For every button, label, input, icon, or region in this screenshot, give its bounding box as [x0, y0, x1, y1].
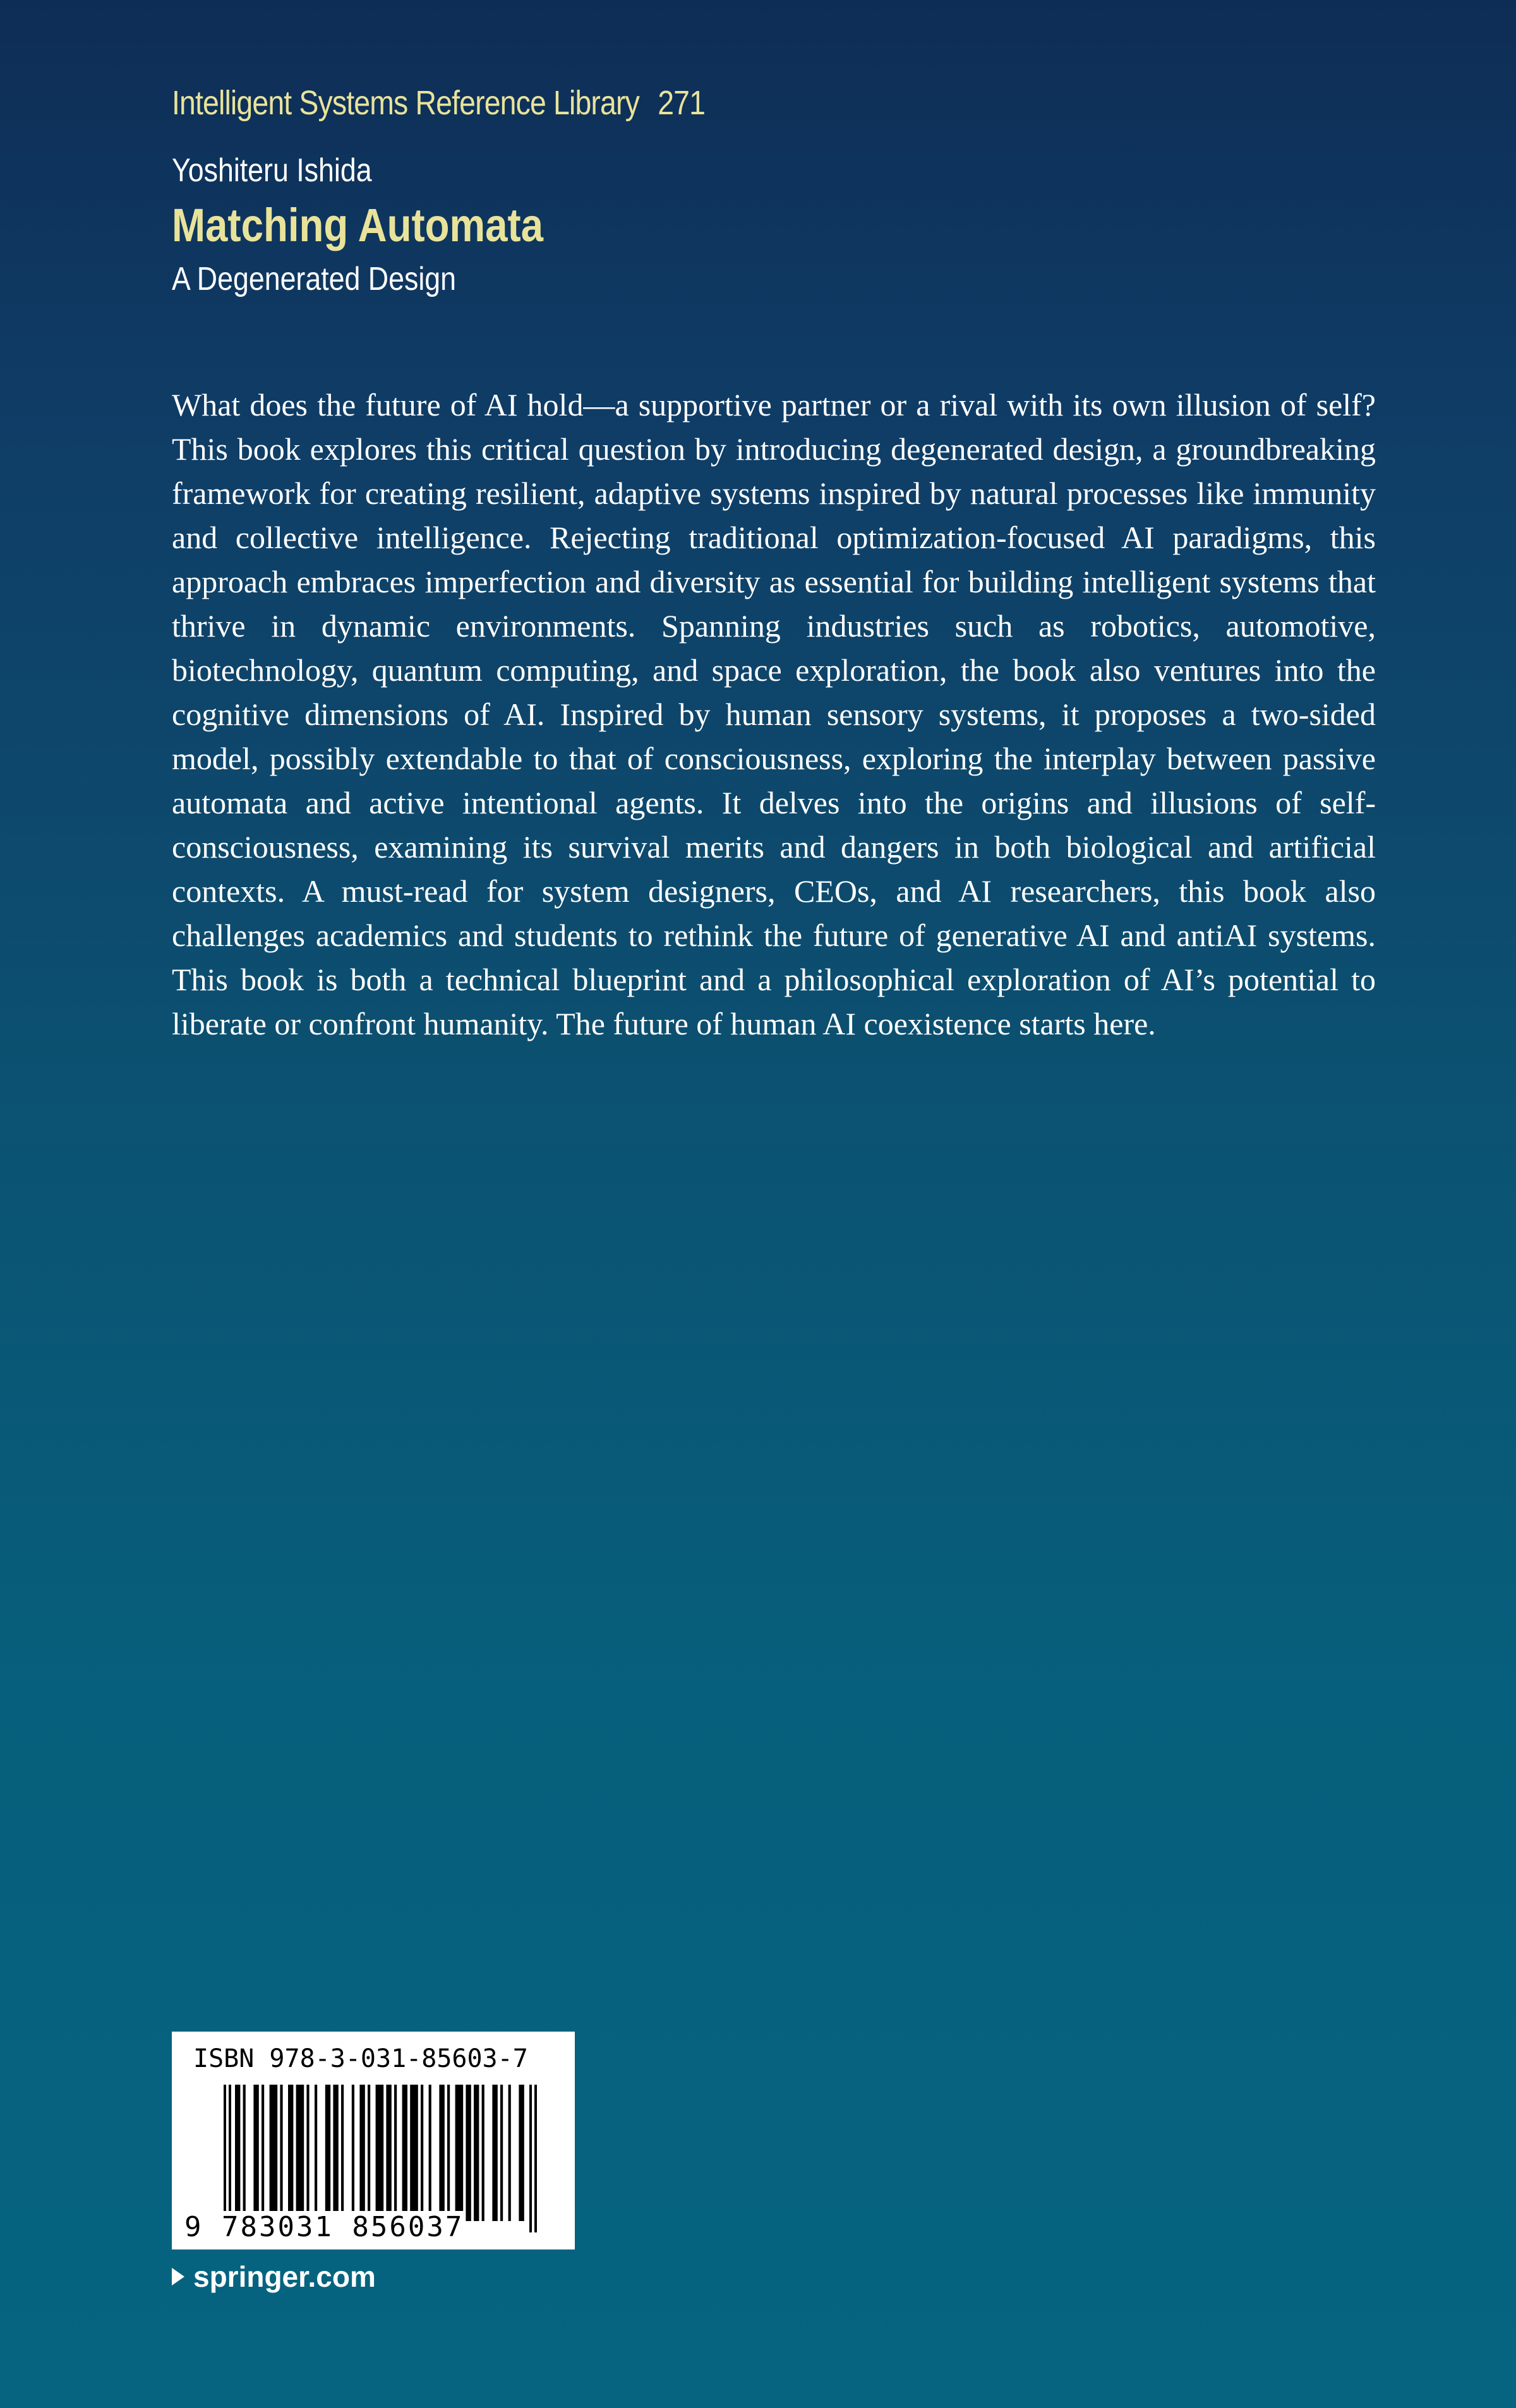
publisher-link-text: springer.com: [193, 2260, 376, 2293]
book-subtitle: A Degenerated Design: [172, 261, 456, 297]
barcode-digits: 9 783031 856037: [184, 2211, 464, 2243]
series-line: [172, 83, 705, 123]
book-description: What does the future of AI hold—a supportive partner or a rival with its own illusion of self? This book explores this critical question by introducing degenerated design, a groundbreaking framework for creating resilient, adaptive systems inspired by natural processes like immunity and collective intelligence. Rejecting traditional optimization-focused AI paradigms, this approach embraces imperfection and diversity as essential for building intelligent systems that thrive in dynamic environments. Spanning industries such as robotics, automotive, biotechnology, quantum computing, and space exploration, the book also ventures into the cognitive dimensions of AI. Inspired by human sensory systems, it proposes a two-sided model, possibly extendable to that of consciousness, exploring the interplay between passive automata and active intentional agents. It delves into the origins and illusions of self-consciousness, examining its survival merits and dangers in both biological and artificial contexts. A must-read for system designers, CEOs, and AI researchers, this book also challenges academics and students to rethink the future of generative AI and antiAI systems. This book is both a technical blueprint and a philosophical exploration of AI’s potential to liberate or confront humanity. The future of human AI coexistence starts here.: [172, 387, 1376, 1041]
book-title: Matching Automata: [172, 199, 544, 251]
isbn-label: ISBN 978-3-031-85603-7: [193, 2044, 528, 2073]
series-name: Intelligent Systems Reference Library: [172, 84, 639, 122]
publisher-link[interactable]: [172, 2260, 376, 2294]
series-number: 271: [658, 84, 706, 122]
author-name: Yoshiteru Ishida: [172, 152, 372, 189]
triangle-right-icon: [172, 2268, 184, 2285]
isbn-barcode: [172, 2032, 575, 2249]
